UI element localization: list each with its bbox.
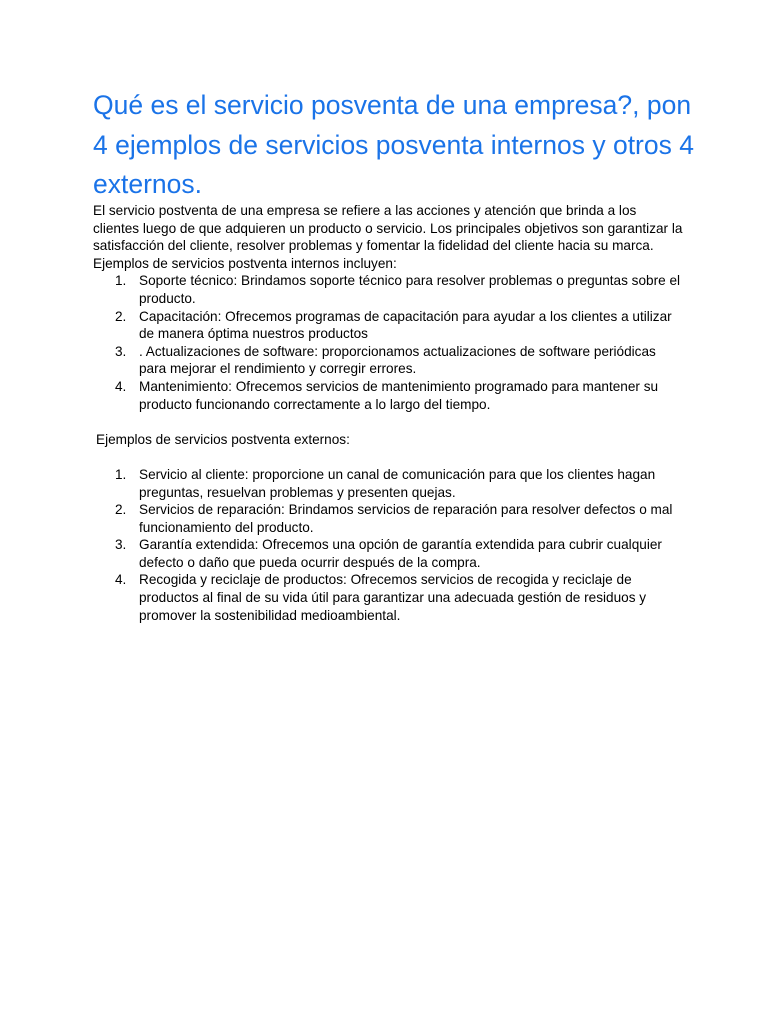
- list-item: [93, 536, 683, 571]
- list-item-text: Capacitación: Ofrecemos programas de capacitación para ayudar a los clientes a utilizar de manera óptima nuestros productos: [139, 308, 672, 342]
- list-item: [93, 571, 683, 624]
- list-item-text: Garantía extendida: Ofrecemos una opción de garantía extendida para cubrir cualquier defecto o daño que pueda ocurrir después de la compra.: [139, 537, 662, 570]
- intro-paragraph: El servicio postventa de una empresa se refiere a las acciones y atención que brinda a los clientes luego de que adquieren un producto o servicio. Los principales objetivos son garantizar la satisfacción del cliente, resolver problemas y fomentar la fidelidad del cliente hacia su marca.: [93, 203, 683, 254]
- list-item: [93, 343, 683, 378]
- list-item-text: Recogida y reciclaje de productos: Ofrecemos servicios de recogida y reciclaje de productos al final de su vida útil para garantizar una adecuada gestión de residuos y promover la sostenibilidad medioambiental.: [139, 572, 647, 623]
- list-item: [93, 272, 683, 307]
- list-item-text: . Actualizaciones de software: proporcionamos actualizaciones de software periódicas para mejorar el rendimiento y corregir errores.: [139, 343, 656, 377]
- list-item: [93, 466, 683, 501]
- list-item-text: Soporte técnico: Brindamos soporte técnico para resolver problemas o preguntas sobre el producto.: [139, 273, 681, 306]
- list-item-text: Mantenimiento: Ofrecemos servicios de mantenimiento programado para mantener su producto funcionando correctamente a lo largo del tiempo.: [139, 378, 659, 412]
- list-item: [93, 308, 683, 343]
- list-item-number: 2.: [115, 502, 127, 518]
- list-item-number: 2.: [115, 308, 127, 324]
- list-item-text: Servicios de reparación: Brindamos servicios de reparación para resolver defectos o mal funcionamiento del producto.: [139, 502, 673, 535]
- list-item-number: 1.: [115, 466, 127, 482]
- list-item-text: Servicio al cliente: proporcione un canal de comunicación para que los clientes hagan preguntas, resuelvan problemas y presenten quejas.: [139, 466, 656, 500]
- external-examples-heading: Ejemplos de servicios postventa externos:: [96, 431, 350, 447]
- document-body: [93, 202, 683, 624]
- list-item-number: 1.: [115, 273, 127, 289]
- list-item: [93, 501, 683, 536]
- internal-examples-heading: Ejemplos de servicios postventa internos incluyen:: [93, 255, 397, 271]
- list-item-number: 3.: [115, 537, 127, 553]
- document-title: Qué es el servicio posventa de una empresa?, pon 4 ejemplos de servicios posventa internos y otros 4 externos.: [93, 90, 694, 199]
- list-item-number: 3.: [115, 343, 127, 359]
- list-item-number: 4.: [115, 378, 127, 394]
- internal-examples-list: [93, 272, 683, 413]
- list-item: [93, 378, 683, 413]
- external-examples-list: [93, 466, 683, 624]
- list-item-number: 4.: [115, 572, 127, 588]
